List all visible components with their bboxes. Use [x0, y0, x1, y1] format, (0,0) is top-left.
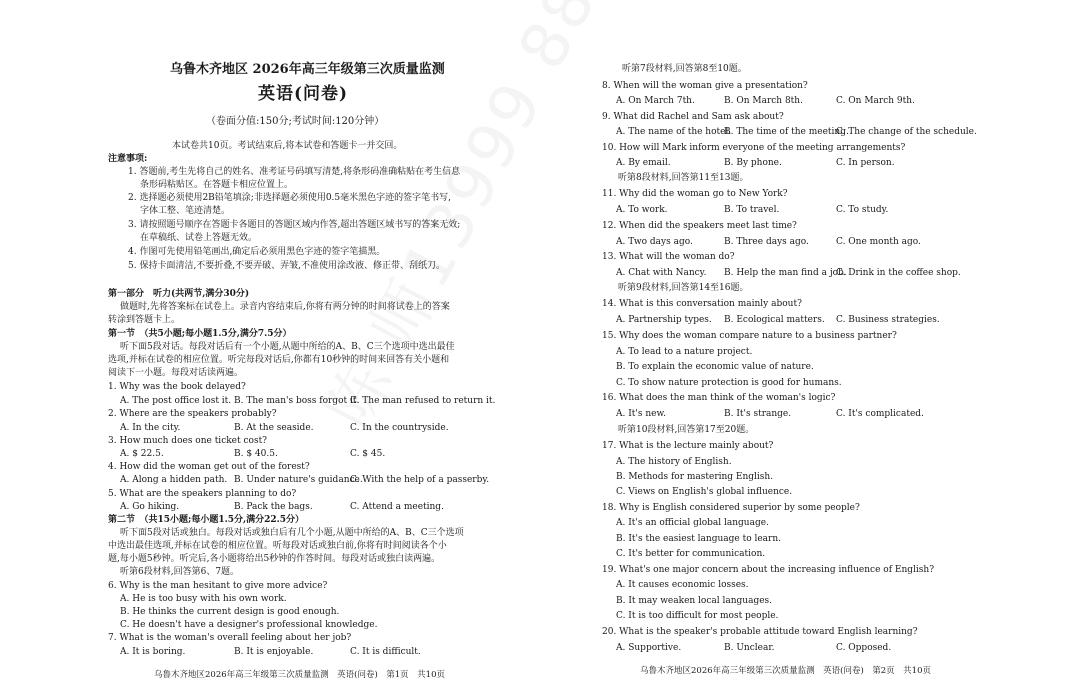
- subject-title: 英语(问卷): [258, 84, 349, 104]
- option-c: C. It's complicated.: [836, 409, 924, 419]
- option-a: A. To lead to a nature project.: [616, 347, 753, 357]
- question-15: 15. Why does the woman compare nature to a business partner?: [602, 331, 897, 341]
- option-c: C. With the help of a passerby.: [350, 475, 490, 485]
- option-c: C. The change of the schedule.: [836, 127, 977, 137]
- option-b: B. He thinks the current design is good enough.: [120, 607, 340, 617]
- question-12: 12. When did the speakers meet last time?: [602, 221, 797, 231]
- question-20: 20. What is the speaker's probable attitude toward English learning?: [602, 627, 918, 637]
- option-a: A. $ 22.5.: [120, 449, 164, 459]
- option-c: C. He doesn't have a designer's professional knowledge.: [120, 620, 378, 630]
- notice-line: 5. 保持卡面清洁,不要折叠,不要弄破、弄皱,不准使用涂改液、修正带、刮纸刀。: [128, 261, 446, 271]
- section1-desc-line: 听下面5段对话。每段对话后有一个小题,从题中所给的A、B、C三个选项中选出最佳: [120, 342, 455, 352]
- notice-line: 2. 选择题必须使用2B铅笔填涂;非选择题必须使用0.5毫米黑色字迹的签字笔书写,: [128, 193, 451, 203]
- question-16: 16. What does the man think of the woman's logic?: [602, 393, 836, 403]
- option-b: B. $ 40.5.: [234, 449, 278, 459]
- option-c: C. To study.: [836, 205, 889, 215]
- page-footer: 乌鲁木齐地区2026年高三年级第三次质量监测 英语(问卷) 第2页 共10页: [640, 666, 931, 676]
- question-5: 5. What are the speakers planning to do?: [108, 489, 297, 499]
- option-a: A. Go hiking.: [120, 502, 180, 512]
- notice-line: 条形码粘贴区。在答题卡相应位置上。: [140, 180, 294, 190]
- option-b: B. To explain the economic value of nature.: [616, 362, 814, 372]
- section2-heading: 第二节 （共15小题;每小题1.5分,满分22.5分）: [108, 515, 305, 525]
- option-c: C. Drink in the coffee shop.: [836, 268, 961, 278]
- option-b: B. On March 8th.: [724, 96, 803, 106]
- option-b: B. Under nature's guidance.: [234, 475, 363, 485]
- option-b: B. It may weaken local languages.: [616, 596, 773, 606]
- option-a: A. By email.: [616, 158, 671, 168]
- option-a: A. The name of the hotel.: [616, 127, 732, 137]
- question-9: 9. What did Rachel and Sam ask about?: [602, 112, 784, 122]
- option-b: B. Help the man find a job.: [724, 268, 847, 278]
- material-9: 听第9段材料,回答第14至16题。: [618, 283, 749, 293]
- option-c: C. Opposed.: [836, 643, 892, 653]
- material-7: 听第7段材料,回答第8至10题。: [622, 64, 747, 74]
- question-1: 1. Why was the book delayed?: [108, 382, 246, 392]
- option-c: C. Business strategies.: [836, 315, 940, 325]
- question-7: 7. What is the woman's overall feeling about her job?: [108, 633, 352, 643]
- material-6: 听第6段材料,回答第6、7题。: [120, 567, 240, 577]
- option-a: A. Chat with Nancy.: [616, 268, 707, 278]
- question-17: 17. What is the lecture mainly about?: [602, 441, 774, 451]
- option-a: A. It is boring.: [120, 647, 186, 657]
- option-a: A. On March 7th.: [616, 96, 695, 106]
- option-b: B. The man's boss forgot it.: [234, 396, 360, 406]
- material-10: 听第10段材料,回答第17至20题。: [618, 425, 755, 435]
- option-a: A. In the city.: [120, 423, 181, 433]
- part1-heading: 第一部分 听力(共两节,满分30分): [108, 289, 250, 299]
- option-a: A. To work.: [616, 205, 668, 215]
- option-c: C. It is too difficult for most people.: [616, 611, 779, 621]
- option-b: B. Unclear.: [724, 643, 775, 653]
- option-c: C. It's better for communication.: [616, 549, 766, 559]
- part1-desc-line: 转涂到答题卡上。: [108, 315, 181, 325]
- section2-desc-line: 题,每小题5秒钟。听完后,各小题将给出5秒钟的作答时间。每段对话或独白读两遍。: [108, 554, 441, 564]
- option-b: B. At the seaside.: [234, 423, 314, 433]
- intro-text: 本试卷共10页。考试结束后,将本试卷和答题卡一并交回。: [172, 141, 403, 151]
- option-c: C. It is difficult.: [350, 647, 421, 657]
- option-c: C. The man refused to return it.: [350, 396, 496, 406]
- option-a: A. Along a hidden path.: [120, 475, 228, 485]
- option-c: C. One month ago.: [836, 237, 921, 247]
- question-6: 6. Why is the man hesitant to give more advice?: [108, 581, 328, 591]
- option-a: A. The post office lost it.: [120, 396, 232, 406]
- option-b: B. It's the easiest language to learn.: [616, 534, 782, 544]
- question-4: 4. How did the woman get out of the forest?: [108, 462, 310, 472]
- material-8: 听第8段材料,回答第11至13题。: [618, 173, 749, 183]
- question-13: 13. What will the woman do?: [602, 252, 735, 262]
- exam-title: 乌鲁木齐地区 2026年高三年级第三次质量监测: [170, 62, 445, 77]
- option-a: A. The history of English.: [616, 457, 732, 467]
- option-c: C. In the countryside.: [350, 423, 449, 433]
- notice-line: 字体工整、笔迹清楚。: [140, 206, 231, 216]
- question-18: 18. Why is English considered superior by some people?: [602, 503, 860, 513]
- section1-heading: 第一节 （共5小题;每小题1.5分,满分7.5分）: [108, 329, 292, 339]
- option-a: A. He is too busy with his own work.: [120, 594, 287, 604]
- option-a: A. Two days ago.: [616, 237, 693, 247]
- section2-desc-line: 听下面5段对话或独白。每段对话或独白后有几个小题,从题中所给的A、B、C三个选项: [120, 528, 464, 538]
- notice-heading: 注意事项:: [108, 154, 148, 164]
- section1-desc-line: 阅读下一小题。每段对话读两遍。: [108, 368, 244, 378]
- question-2: 2. Where are the speakers probably?: [108, 409, 277, 419]
- option-c: C. In person.: [836, 158, 895, 168]
- notice-line: 4. 作图可先使用铅笔画出,确定后必须用黑色字迹的签字笔描黑。: [128, 247, 386, 257]
- page-footer: 乌鲁木齐地区2026年高三年级第三次质量监测 英语(问卷) 第1页 共10页: [154, 670, 445, 680]
- notice-line: 在草稿纸、试卷上答题无效。: [140, 233, 258, 243]
- score-time: （卷面分值:150分;考试时间:120分钟）: [206, 116, 385, 127]
- option-b: B. Three days ago.: [724, 237, 809, 247]
- option-b: B. It is enjoyable.: [234, 647, 314, 657]
- option-b: B. It's strange.: [724, 409, 792, 419]
- option-b: B. Pack the bags.: [234, 502, 313, 512]
- notice-line: 3. 请按照题号顺序在答题卡各题目的答题区域内作答,超出答题区域书写的答案无效;: [128, 220, 461, 230]
- option-c: C. To show nature protection is good for humans.: [616, 378, 842, 388]
- question-3: 3. How much does one ticket cost?: [108, 436, 268, 446]
- option-c: C. Views on English's global influence.: [616, 487, 793, 497]
- question-8: 8. When will the woman give a presentation?: [602, 81, 808, 91]
- option-a: A. Partnership types.: [616, 315, 712, 325]
- part1-desc-line: 做题时,先将答案标在试卷上。录音内容结束后,你将有两分钟的时间将试卷上的答案: [120, 302, 450, 312]
- question-14: 14. What is this conversation mainly about?: [602, 299, 802, 309]
- option-c: C. Attend a meeting.: [350, 502, 444, 512]
- option-a: A. It's new.: [616, 409, 666, 419]
- question-19: 19. What's one major concern about the increasing influence of English?: [602, 565, 935, 575]
- option-a: A. Supportive.: [616, 643, 682, 653]
- option-b: B. To travel.: [724, 205, 780, 215]
- section2-desc-line: 中选出最佳选项,并标在试卷的相应位置。听每段对话或独白前,你将有时间阅读各个小: [108, 541, 447, 551]
- notice-line: 1. 答题前,考生先将自己的姓名、准考证号码填写清楚,将条形码准确粘贴在考生信息: [128, 167, 461, 177]
- option-b: B. Methods for mastering English.: [616, 472, 774, 482]
- question-10: 10. How will Mark inform everyone of the meeting arrangements?: [602, 143, 906, 153]
- option-b: B. By phone.: [724, 158, 782, 168]
- option-b: B. Ecological matters.: [724, 315, 825, 325]
- option-c: C. On March 9th.: [836, 96, 915, 106]
- option-a: A. It's an official global language.: [616, 518, 769, 528]
- question-11: 11. Why did the woman go to New York?: [602, 189, 788, 199]
- option-a: A. It causes economic losses.: [616, 580, 749, 590]
- option-b: B. The time of the meeting.: [724, 127, 849, 137]
- option-c: C. $ 45.: [350, 449, 386, 459]
- section1-desc-line: 选项,并标在试卷的相应位置。听完每段对话后,你都有10秒钟的时间来回答有关小题和: [108, 355, 450, 365]
